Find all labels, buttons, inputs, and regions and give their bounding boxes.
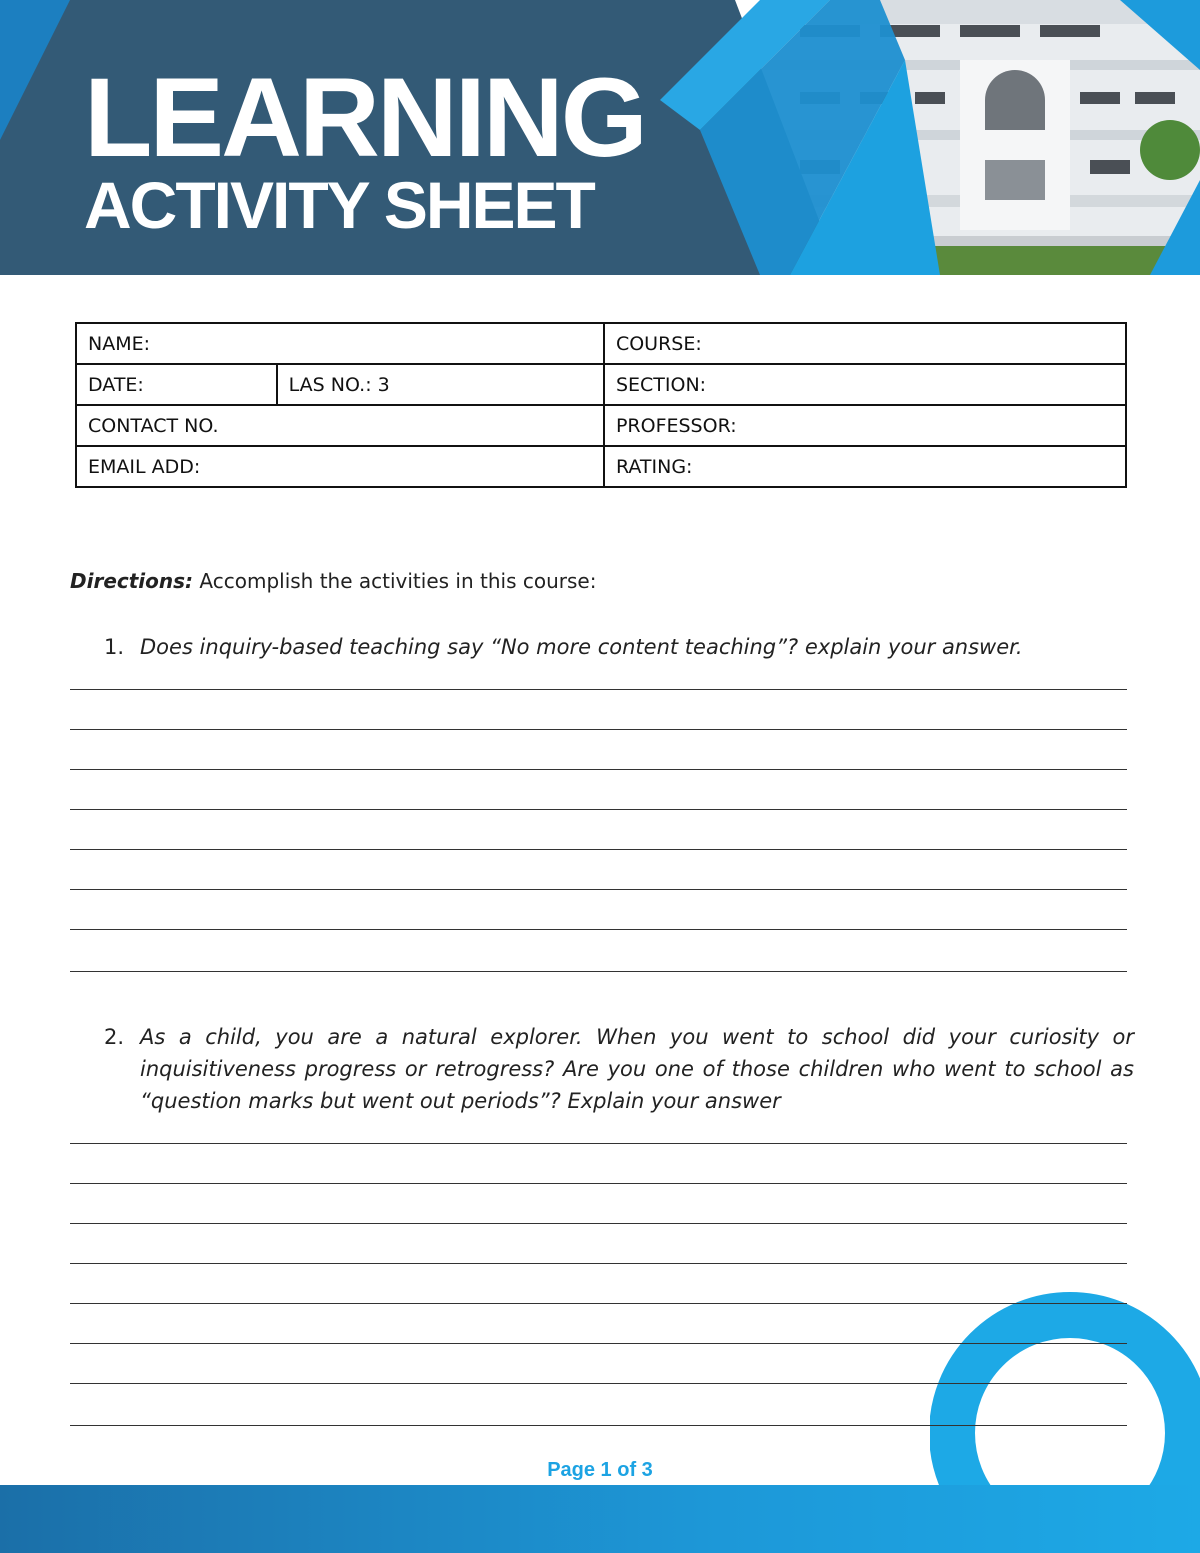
email-field[interactable]: EMAIL ADD: bbox=[76, 446, 604, 487]
answer-line[interactable] bbox=[70, 1383, 1127, 1384]
answer-line[interactable] bbox=[70, 1263, 1127, 1264]
directions-label: Directions: bbox=[70, 569, 194, 593]
info-row bbox=[76, 364, 1126, 405]
answer-line[interactable] bbox=[70, 971, 1127, 972]
course-field[interactable]: COURSE: bbox=[604, 323, 1126, 364]
answer-line[interactable] bbox=[70, 1223, 1127, 1224]
info-row bbox=[76, 405, 1126, 446]
answer-line[interactable] bbox=[70, 689, 1127, 690]
answer-line[interactable] bbox=[70, 849, 1127, 850]
page-number: Page 1 of 3 bbox=[547, 1459, 653, 1481]
info-row bbox=[76, 446, 1126, 487]
question-text: As a child, you are a natural explorer. When you went to school did your curiosity or inquisitiveness progress or retrogress? Are you one of those children who went to school as “question marks but went out periods”? Explain your answer bbox=[140, 1025, 1134, 1113]
contact-field[interactable]: CONTACT NO. bbox=[76, 405, 604, 446]
info-row bbox=[76, 323, 1126, 364]
answer-line[interactable] bbox=[70, 1143, 1127, 1144]
answer-line[interactable] bbox=[70, 769, 1127, 770]
section-field[interactable]: SECTION: bbox=[604, 364, 1126, 405]
footer-band bbox=[0, 1485, 1200, 1553]
date-field[interactable]: DATE: bbox=[76, 364, 277, 405]
question-2 bbox=[104, 1021, 1134, 1117]
las-no-field: LAS NO.: 3 bbox=[277, 364, 604, 405]
question-1 bbox=[104, 631, 1134, 663]
answer-line[interactable] bbox=[70, 1183, 1127, 1184]
answer-line[interactable] bbox=[70, 1343, 1127, 1344]
name-field[interactable]: NAME: bbox=[76, 323, 604, 364]
directions-text: Accomplish the activities in this course: bbox=[199, 569, 597, 593]
title-line-2: ACTIVITY SHEET bbox=[84, 168, 594, 242]
answer-line[interactable] bbox=[70, 1303, 1127, 1304]
answer-line[interactable] bbox=[70, 1425, 1127, 1426]
title-line-1: LEARNING bbox=[84, 55, 645, 180]
answer-line[interactable] bbox=[70, 889, 1127, 890]
question-number: 1. bbox=[104, 635, 125, 659]
student-info-table bbox=[75, 322, 1127, 488]
directions bbox=[70, 569, 596, 593]
rating-field[interactable]: RATING: bbox=[604, 446, 1126, 487]
professor-field[interactable]: PROFESSOR: bbox=[604, 405, 1126, 446]
answer-line[interactable] bbox=[70, 809, 1127, 810]
sheet-title bbox=[84, 55, 645, 242]
question-text: Does inquiry-based teaching say “No more content teaching”? explain your answer. bbox=[140, 635, 1023, 659]
answer-line[interactable] bbox=[70, 929, 1127, 930]
answer-line[interactable] bbox=[70, 729, 1127, 730]
question-number: 2. bbox=[104, 1025, 125, 1049]
